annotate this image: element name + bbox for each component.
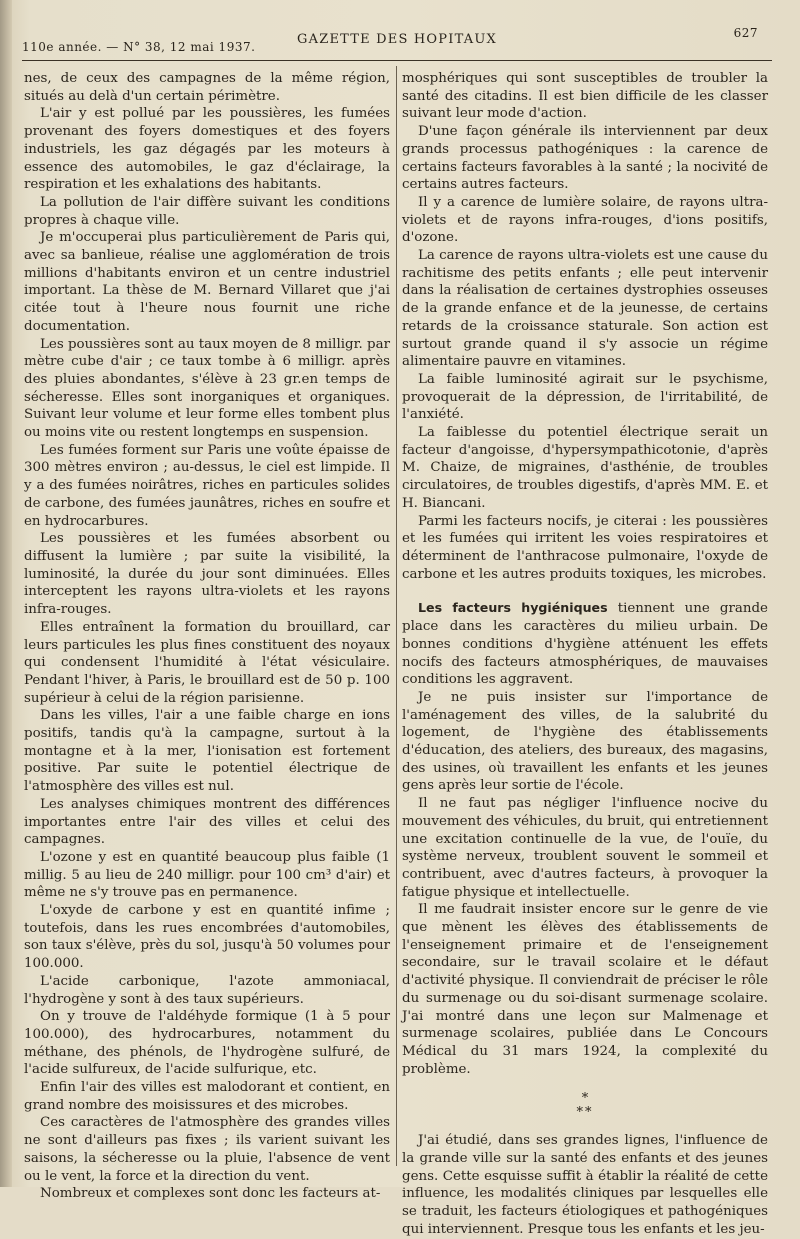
paragraph: La carence de rayons ultra-violets est une cause du rachitisme des petits enfants ; elle peut intervenir dans la réalisation de certaines dystrophies osseuses de la grande enfance et de la jeunesse, de certains retards de la croissance staturale. Son action est surtout grande quand il s'y associe un régime alimentaire pauvre en vitamines.	[402, 248, 768, 370]
separator-stars: **	[576, 1105, 594, 1121]
paragraph: L'oxyde de carbone y est en quantité infime ; toutefois, dans les rues encombrées d'automobiles, son taux s'élève, près du sol, jusqu'à 50 volumes pour 100.000.	[24, 903, 390, 972]
paragraph: Nombreux et complexes sont donc les facteurs at-	[40, 1186, 381, 1202]
page-number: 627	[733, 26, 758, 40]
paragraph: L'acide carbonique, l'azote ammoniacal, l'hydrogène y sont à des taux supérieurs.	[24, 973, 390, 1007]
separator-star: *	[581, 1091, 589, 1107]
paragraph: Enfin l'air des villes est malodorant et contient, en grand nombre des moisissures et des microbes.	[24, 1080, 390, 1113]
paragraph: nes, de ceux des campagnes de la même région, situés au delà d'un certain périmètre.	[24, 71, 390, 104]
paragraph: Ces caractères de l'atmosphère des grandes villes ne sont d'ailleurs pas fixes ; ils varient suivant les saisons, la sécheresse ou la pluie, l'absence de vent ou le vent, la force et la direction du vent.	[24, 1115, 390, 1184]
journal-title: GAZETTE DES HOPITAUX	[297, 32, 497, 47]
paragraph: Je m'occuperai plus particulièrement de Paris qui, avec sa banlieue, réalise une agglomération de trois millions d'habitants environ et un centre industriel important. La thèse de M. Bernard Villaret que j'ai citée tout à l'heure nous fournit une riche documentation.	[24, 230, 390, 334]
column-divider	[396, 66, 397, 1166]
section-paragraph	[402, 599, 768, 689]
paragraph: La faible luminosité agirait sur le psychisme, provoquerait de la dépression, de l'irritabilité, de l'anxiété.	[402, 371, 768, 423]
paragraph: L'ozone y est en quantité beaucoup plus faible (1 millig. 5 au lieu de 240 milligr. pour 100 cm³ d'air) et même ne s'y trouve pas en permanence.	[24, 849, 390, 901]
left-column	[24, 70, 390, 1202]
paragraph: J'ai étudié, dans ses grandes lignes, l'influence de la grande ville sur la santé des enfants et des jeunes gens. Cette esquisse suffit à établir la réalité de cette influence, les modalités cliniques par lesquelles elle se traduit, les facteurs étiologiques et pathogéniques qui interviennent. Presque tous les enfants et les jeu-	[402, 1133, 768, 1237]
paragraph: Je ne puis insister sur l'importance de l'aménagement des villes, de la salubrité du logement, de l'hygiène des établissements d'éducation, des ateliers, des bureaux, des magasins, des usines, où travaillent les enfants et les jeunes gens après leur sortie de l'école.	[402, 689, 768, 794]
paragraph: Il y a carence de lumière solaire, de rayons ultra-violets et de rayons infra-rouges, d'ions positifs, d'ozone.	[402, 194, 768, 246]
paragraph: Parmi les facteurs nocifs, je citerai : les poussières et les fumées qui irritent les voies respiratoires et déterminent de l'anthracose pulmonaire, l'oxyde de carbone et les autres produits toxiques, les microbes.	[402, 513, 768, 582]
section-text: tiennent une grande place dans les caractères du milieu urbain. De bonnes conditions d'hygiène atténuent les effets nocifs des facteurs atmosphériques, de mauvaises conditions les aggravent.	[402, 601, 768, 688]
paragraph: L'air y est pollué par les poussières, les fumées provenant des foyers domestiques et des foyers industriels, les gaz dégagés par les moteurs à essence des automobiles, le gaz d'éclairage, la respiration et les exhalations des habitants.	[24, 106, 390, 193]
header-rule	[22, 60, 772, 61]
issue-line: 110e année. — N° 38, 12 mai 1937.	[22, 40, 256, 54]
paragraph: Elles entraînent la formation du brouillard, car leurs particules les plus fines constituent des noyaux qui condensent l'humidité à l'état vésiculaire. Pendant l'hiver, à Paris, le brouillard est de 50 p. 100 supérieur à celui de la région parisienne.	[24, 619, 390, 706]
section-heading: Les facteurs hygiéniques	[418, 600, 608, 616]
paragraph: Les fumées forment sur Paris une voûte épaisse de 300 mètres environ ; au-dessus, le ciel est limpide. Il y a des fumées noirâtres, riches en particules solides de carbone, des fumées jaunâtres, riches en soufre et en hydrocarbures.	[24, 442, 390, 529]
right-column	[402, 70, 768, 1237]
paragraph: Les poussières et les fumées absorbent ou diffusent la lumière ; par suite la visibilité, la luminosité, la durée du jour sont diminuées. Elles interceptent les rayons ultra-violets et les rayons infra-rouges.	[24, 531, 390, 618]
paragraph: On y trouve de l'aldéhyde formique (1 à 5 pour 100.000), des hydrocarbures, notamment du méthane, des phénols, de l'hydrogène sulfuré, de l'acide sulfureux, de l'acide sulfurique, etc.	[24, 1009, 390, 1078]
paragraph: La pollution de l'air diffère suivant les conditions propres à chaque ville.	[24, 194, 390, 228]
paragraph: Dans les villes, l'air a une faible charge en ions positifs, tandis qu'à la campagne, surtout à la montagne et à la mer, l'ionisation est fortement positive. Par suite le potentiel électrique de l'atmosphère des villes est nul.	[24, 708, 390, 795]
section-separator	[402, 1092, 768, 1120]
page-header	[22, 26, 772, 52]
page-edge-shadow	[0, 0, 12, 1187]
paragraph: Les analyses chimiques montrent des différences importantes entre l'air des villes et celui des campagnes.	[24, 796, 390, 848]
paragraph: Les poussières sont au taux moyen de 8 milligr. par mètre cube d'air ; ce taux tombe à 6 milligr. après des pluies abondantes, s'élève à 23 gr.en temps de sécheresse. Elles sont inorganiques et organiques. Suivant leur volume et leur forme elles tombent plus ou moins vite ou restent longtemps en suspension.	[24, 336, 390, 441]
paragraph: Il ne faut pas négliger l'influence nocive du mouvement des véhicules, du bruit, qui entretiennent une excitation continuelle de la vue, de l'ouïe, du système nerveux, troublent souvent le sommeil et contribuent, avec d'autres facteurs, à provoquer la fatigue physique et intellectuelle.	[402, 796, 768, 900]
paragraph: D'une façon générale ils interviennent par deux grands processus pathogéniques : la carence de certains facteurs favorables à la santé ; la nocivité de certains autres facteurs.	[402, 124, 768, 193]
paragraph: mosphériques qui sont susceptibles de troubler la santé des citadins. Il est bien difficile de les classer suivant leur mode d'action.	[402, 71, 768, 122]
paragraph: Il me faudrait insister encore sur le genre de vie que mènent les élèves des établissements de l'enseignement primaire et de l'enseignement secondaire, sur le travail scolaire et le défaut d'activité physique. Il conviendrait de préciser le rôle du surmenage ou du soi-disant surmenage scolaire. J'ai montré dans une leçon sur Malmenage et surmenage scolaires, publiée dans Le Concours Médical du 31 mars 1924, la complexité du problème.	[402, 902, 768, 1077]
paragraph: La faiblesse du potentiel électrique serait un facteur d'angoisse, d'hypersympathicotonie, d'après M. Chaize, de migraines, d'asthénie, de troubles circulatoires, de troubles digestifs, d'après MM. E. et H. Biancani.	[402, 425, 768, 511]
